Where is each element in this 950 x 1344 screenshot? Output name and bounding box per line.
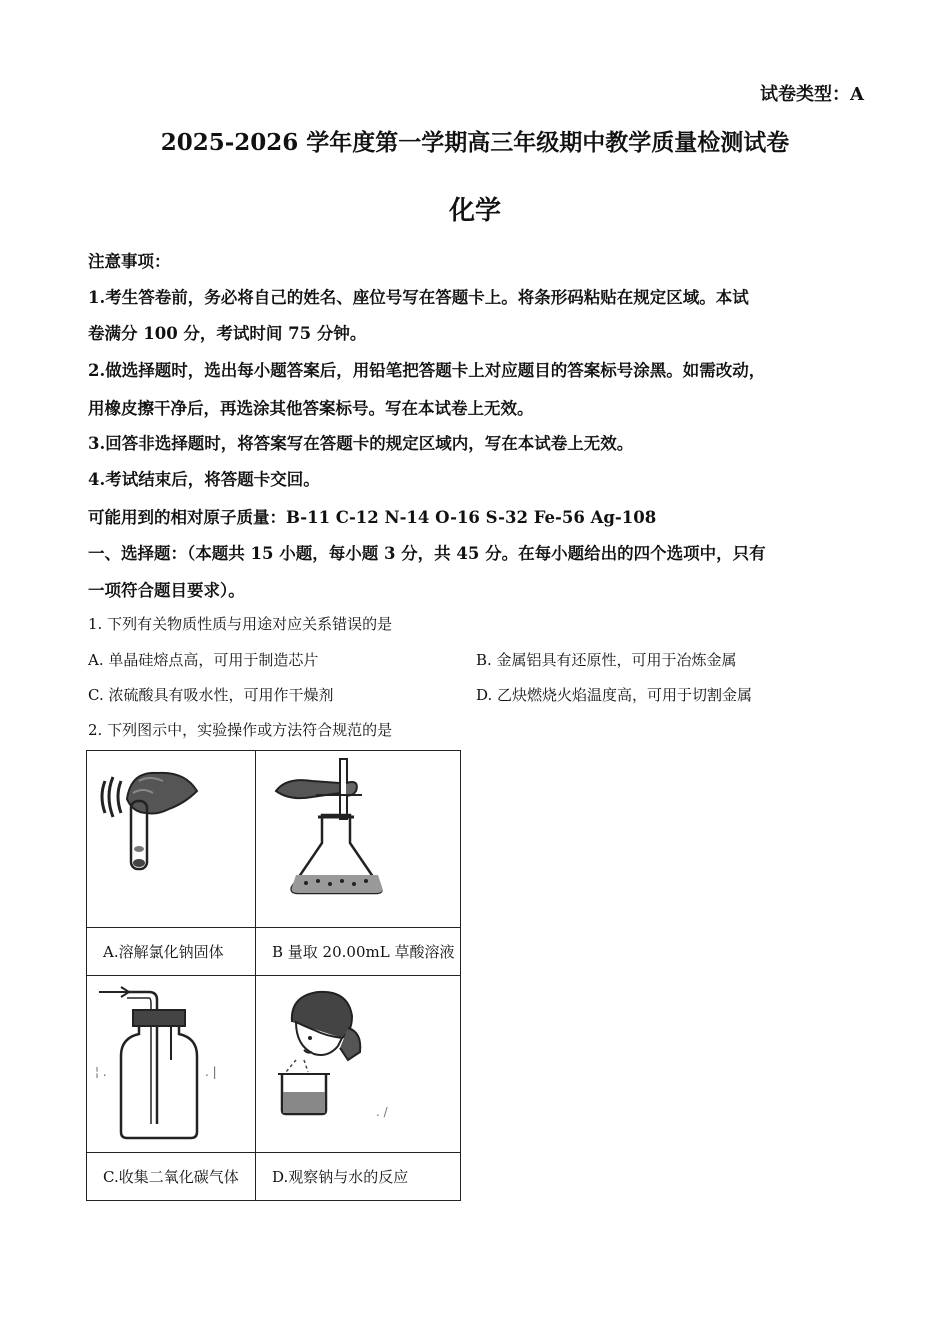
q1-option-a: A. 单晶硅熔点高，可用于制造芯片 — [88, 651, 319, 669]
figure-d-caption-cell — [256, 1153, 461, 1201]
q1-option-c: C. 浓硫酸具有吸水性，可用作干燥剂 — [88, 686, 334, 704]
person-observing-beaker-icon — [256, 976, 460, 1148]
note-line: 卷满分 100 分，考试时间 75 分钟。 — [88, 324, 367, 343]
note-line: 4.考试结束后，将答题卡交回。 — [88, 470, 320, 489]
figure-c-caption-cell — [87, 1153, 256, 1201]
figure-b-cell — [256, 751, 461, 928]
figure-c-cell — [87, 976, 256, 1153]
section-heading-cont: 一项符合题目要求）。 — [88, 581, 245, 600]
figure-b-caption-cell — [256, 928, 461, 976]
figure-d-cell — [256, 976, 461, 1153]
svg-text:¦ .: ¦ . — [95, 1065, 107, 1079]
svg-text:. |: . | — [205, 1065, 217, 1079]
question-1-stem: 1. 下列有关物质性质与用途对应关系错误的是 — [88, 615, 393, 633]
question-2-stem: 2. 下列图示中，实验操作或方法符合规范的是 — [88, 721, 393, 739]
subject-title: 化学 — [448, 196, 501, 226]
figure-c-caption: C.收集二氧化碳气体 — [103, 1168, 239, 1186]
svg-text:. /: . / — [376, 1105, 388, 1119]
hand-shaking-test-tube-icon — [87, 751, 255, 923]
paper-type: 试卷类型：A — [760, 84, 864, 105]
figure-a-caption: A.溶解氯化钠固体 — [103, 943, 224, 961]
figure-d-caption: D.观察钠与水的反应 — [272, 1168, 409, 1186]
note-line: 2.做选择题时，选出每小题答案后，用铅笔把答题卡上对应题目的答案标号涂黑。如需改动， — [88, 361, 766, 380]
q1-option-b: B. 金属铝具有还原性，可用于冶炼金属 — [476, 651, 737, 669]
gas-bottle-icon — [87, 976, 255, 1148]
q1-option-d: D. 乙炔燃烧火焰温度高，可用于切割金属 — [476, 686, 753, 704]
page-title: 2025-2026 学年度第一学期高三年级期中教学质量检测试卷 — [160, 129, 790, 156]
figure-a-cell — [87, 751, 256, 928]
figure-b-caption: B 量取 20.00mL 草酸溶液 — [272, 943, 455, 961]
notes-heading: 注意事项： — [88, 252, 171, 271]
atomic-masses: 可能用到的相对原子质量：B-11 C-12 N-14 O-16 S-32 Fe-56 Ag-108 — [88, 508, 657, 527]
section-heading: 一、选择题：（本题共 15 小题，每小题 3 分，共 45 分。在每小题给出的四个选项中，只有 — [88, 544, 766, 563]
figure-a-caption-cell — [87, 928, 256, 976]
burette-flask-icon — [256, 751, 460, 923]
q2-figure-table — [86, 750, 461, 1201]
note-line: 3.回答非选择题时，将答案写在答题卡的规定区域内，写在本试卷上无效。 — [88, 434, 634, 453]
note-line: 1.考生答卷前，务必将自己的姓名、座位号写在答题卡上。将条形码粘贴在规定区域。本试 — [88, 288, 749, 307]
note-line: 用橡皮擦干净后，再选涂其他答案标号。写在本试卷上无效。 — [88, 399, 534, 418]
